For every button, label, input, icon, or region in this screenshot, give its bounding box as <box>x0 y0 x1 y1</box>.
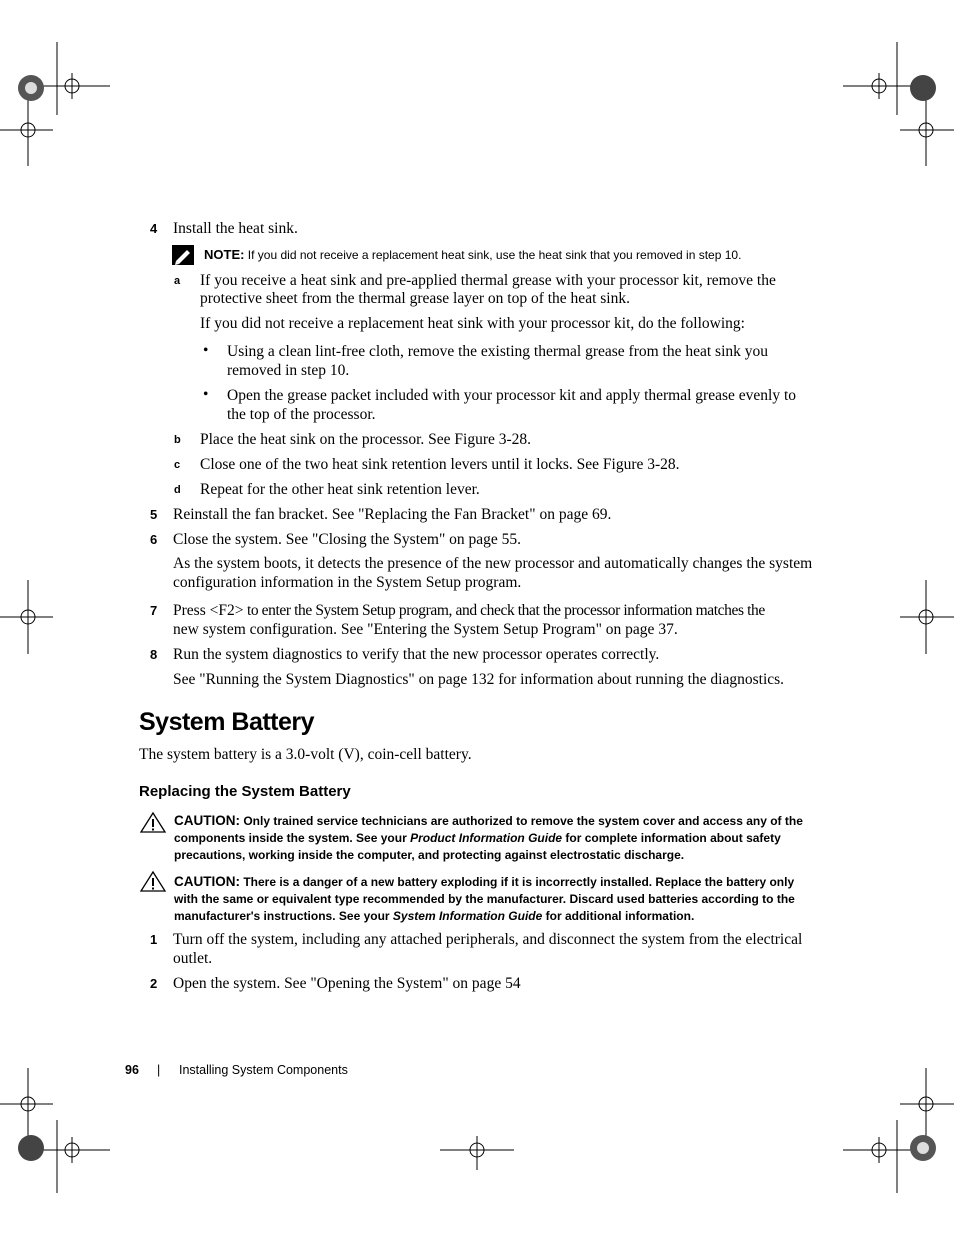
step-paragraph: See "Running the System Diagnostics" on page 132 for information about running the diagnostics. <box>173 671 785 688</box>
step-number: 1 <box>150 932 158 947</box>
section-intro: The system battery is a 3.0-volt (V), coin-cell battery. <box>139 746 472 763</box>
step-paragraph-line: As the system boots, it detects the presence of the new processor and automatically changes the system <box>173 555 813 572</box>
step-number: 4 <box>150 221 158 236</box>
step-text-rest: to enter the System Setup program, and check that the processor information matches the <box>243 602 765 619</box>
bullet-marker: • <box>203 342 209 359</box>
bullet-marker: • <box>203 386 209 403</box>
substep-text: Repeat for the other heat sink retention lever. <box>200 481 480 498</box>
step-text <box>173 601 765 620</box>
caution-line: for additional information. <box>542 909 695 923</box>
note-body: If you did not receive a replacement heat sink, use the heat sink that you removed in step 10. <box>247 248 742 262</box>
caution-text <box>174 812 803 864</box>
note-label: NOTE: <box>204 247 245 262</box>
subsection-title: Replacing the System Battery <box>139 783 351 800</box>
note-pencil-icon <box>172 245 194 265</box>
step-number: 8 <box>150 647 158 662</box>
page-number: 96 <box>125 1063 139 1077</box>
bullet-text-line: removed in step 10. <box>227 362 350 379</box>
substep-text-line: protective sheet from the thermal grease layer on top of the heat sink. <box>200 290 630 307</box>
substep-letter: d <box>174 484 181 496</box>
step-number: 6 <box>150 532 158 547</box>
step-number: 7 <box>150 603 158 618</box>
caution-line: There is a danger of a new battery exploding if it is incorrectly installed. Replace the battery only <box>240 875 795 889</box>
step-paragraph-line: configuration information in the System Setup program. <box>173 574 522 591</box>
bullet-text-line: Using a clean lint-free cloth, remove the existing thermal grease from the heat sink you <box>227 343 769 360</box>
step-number: 2 <box>150 976 158 991</box>
step-text-line: new system configuration. See "Entering the System Setup Program" on page 37. <box>173 621 678 638</box>
caution-line: Only trained service technicians are authorized to remove the system cover and access any of the <box>240 814 803 828</box>
chapter-title: Installing System Components <box>179 1063 348 1077</box>
substep-text: Close one of the two heat sink retention levers until it locks. See Figure 3-28. <box>200 456 680 473</box>
substep-paragraph: If you did not receive a replacement heat sink with your processor kit, do the following: <box>200 315 745 332</box>
step-text: Install the heat sink. <box>173 220 298 237</box>
substep-letter: a <box>174 275 181 287</box>
caution-text <box>174 873 795 925</box>
caution-warning-icon <box>140 812 166 833</box>
step-text: Reinstall the fan bracket. See "Replacing the Fan Bracket" on page 69. <box>173 506 612 523</box>
caution-line: manufacturer's instructions. See your <box>174 909 393 923</box>
caution-line: components inside the system. See your <box>174 831 411 845</box>
footer-separator: | <box>157 1063 161 1077</box>
step-text-line: outlet. <box>173 950 213 967</box>
caution-line: for complete information about safety <box>562 831 781 845</box>
step-text: Close the system. See "Closing the System" on page 55. <box>173 531 522 548</box>
substep-text-line: If you receive a heat sink and pre-applied thermal grease with your processor kit, remove the <box>200 272 776 289</box>
caution-label: CAUTION: <box>174 813 240 828</box>
keyboard-key: <F2> <box>209 602 244 619</box>
substep-text: Place the heat sink on the processor. See Figure 3-28. <box>200 431 532 448</box>
step-number: 5 <box>150 507 158 522</box>
caution-line: with the same or equivalent type recommended by the manufacturer. Discard used batteries according to the <box>174 892 795 906</box>
bullet-text-line: the top of the processor. <box>227 406 376 423</box>
substep-letter: c <box>174 459 181 471</box>
step-text: Run the system diagnostics to verify that the new processor operates correctly. <box>173 646 660 663</box>
caution-label: CAUTION: <box>174 874 240 889</box>
caution-line: precautions, working inside the computer, and protecting against electrostatic discharge. <box>174 848 685 862</box>
caution-guide-title: Product Information Guide <box>410 831 563 845</box>
step-text-prefix: Press <box>173 602 210 619</box>
caution-guide-title: System Information Guide <box>392 909 543 923</box>
step-text: Open the system. See "Opening the System" on page 54 <box>173 975 521 992</box>
caution-warning-icon <box>140 871 166 892</box>
substep-letter: b <box>174 434 181 446</box>
note-text <box>204 247 741 262</box>
bullet-text-line: Open the grease packet included with your processor kit and apply thermal grease evenly to <box>227 387 796 404</box>
section-title: System Battery <box>139 708 315 736</box>
step-text-line: Turn off the system, including any attached peripherals, and disconnect the system from the electrical <box>173 931 803 948</box>
